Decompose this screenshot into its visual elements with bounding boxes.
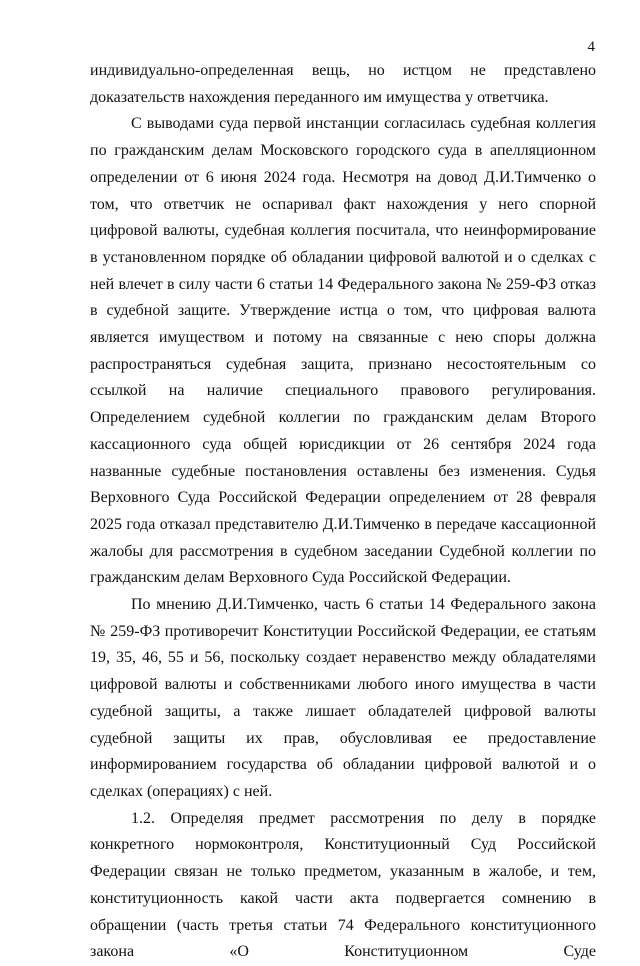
paragraph-3: По мнению Д.И.Тимченко, часть 6 статьи 14 Федерального закона № 259-ФЗ противоречит Конституции Российской Федерации, ее статьям 19, 35, 46, 55 и 56, поскольку создает неравенство между обладателями цифровой валюты и собственниками любого иного имущества в части судебной защиты, а также лишает обладателей цифровой валюты судебной защиты их прав, обусловливая ее предоставление информированием государства об обладании цифровой валютой и о сделках (операциях) с ней. (90, 596, 596, 800)
paragraph-4: 1.2. Определяя предмет рассмотрения по делу в порядке конкретного нормоконтроля, Конституционный Суд Российской Федерации связан не только предметом, указанным в жалобе, и тем, конституционность какой части акта подвергается сомнению в обращении (часть третья статьи 74 Федерального конституционного закона «О Конституционном Суде (90, 809, 596, 961)
paragraph-2: С выводами суда первой инстанции согласилась судебная коллегия по гражданским делам Московского городского суда в апелляционном определении от 6 июня 2024 года. Несмотря на довод Д.И.Тимченко о том, что ответчик не оспаривал факт нахождения у него спорной цифровой валюты, судебная коллегия посчитала, что неинформирование в установленном порядке об обладании цифровой валютой и о сделках с ней влечет в силу части 6 статьи 14 Федерального закона № 259-ФЗ отказ в судебной защите. Утверждение истца о том, что цифровая валюта является имуществом и потому на связанные с нею споры должна распространяться судебная защита, признано несостоятельным со ссылкой на наличие специального правового регулирования. Определением судебной коллегии по гражданским делам Второго кассационного суда общей юрисдикции от 26 сентября 2024 года названные судебные постановления оставлены без изменения. Судья Верховного Суда Российской Федерации определением от 28 февраля 2025 года отказал представителю Д.И.Тимченко в передаче кассационной жалобы для рассмотрения в судебном заседании Судебной коллегии по гражданским делам Верховного Суда Российской Федерации. (90, 115, 596, 587)
paragraph-1: индивидуально-определенная вещь, но истцом не представлено доказательств нахождения переданного им имущества у ответчика. (90, 62, 596, 106)
page-number: 4 (587, 39, 595, 55)
document-body (90, 58, 596, 966)
